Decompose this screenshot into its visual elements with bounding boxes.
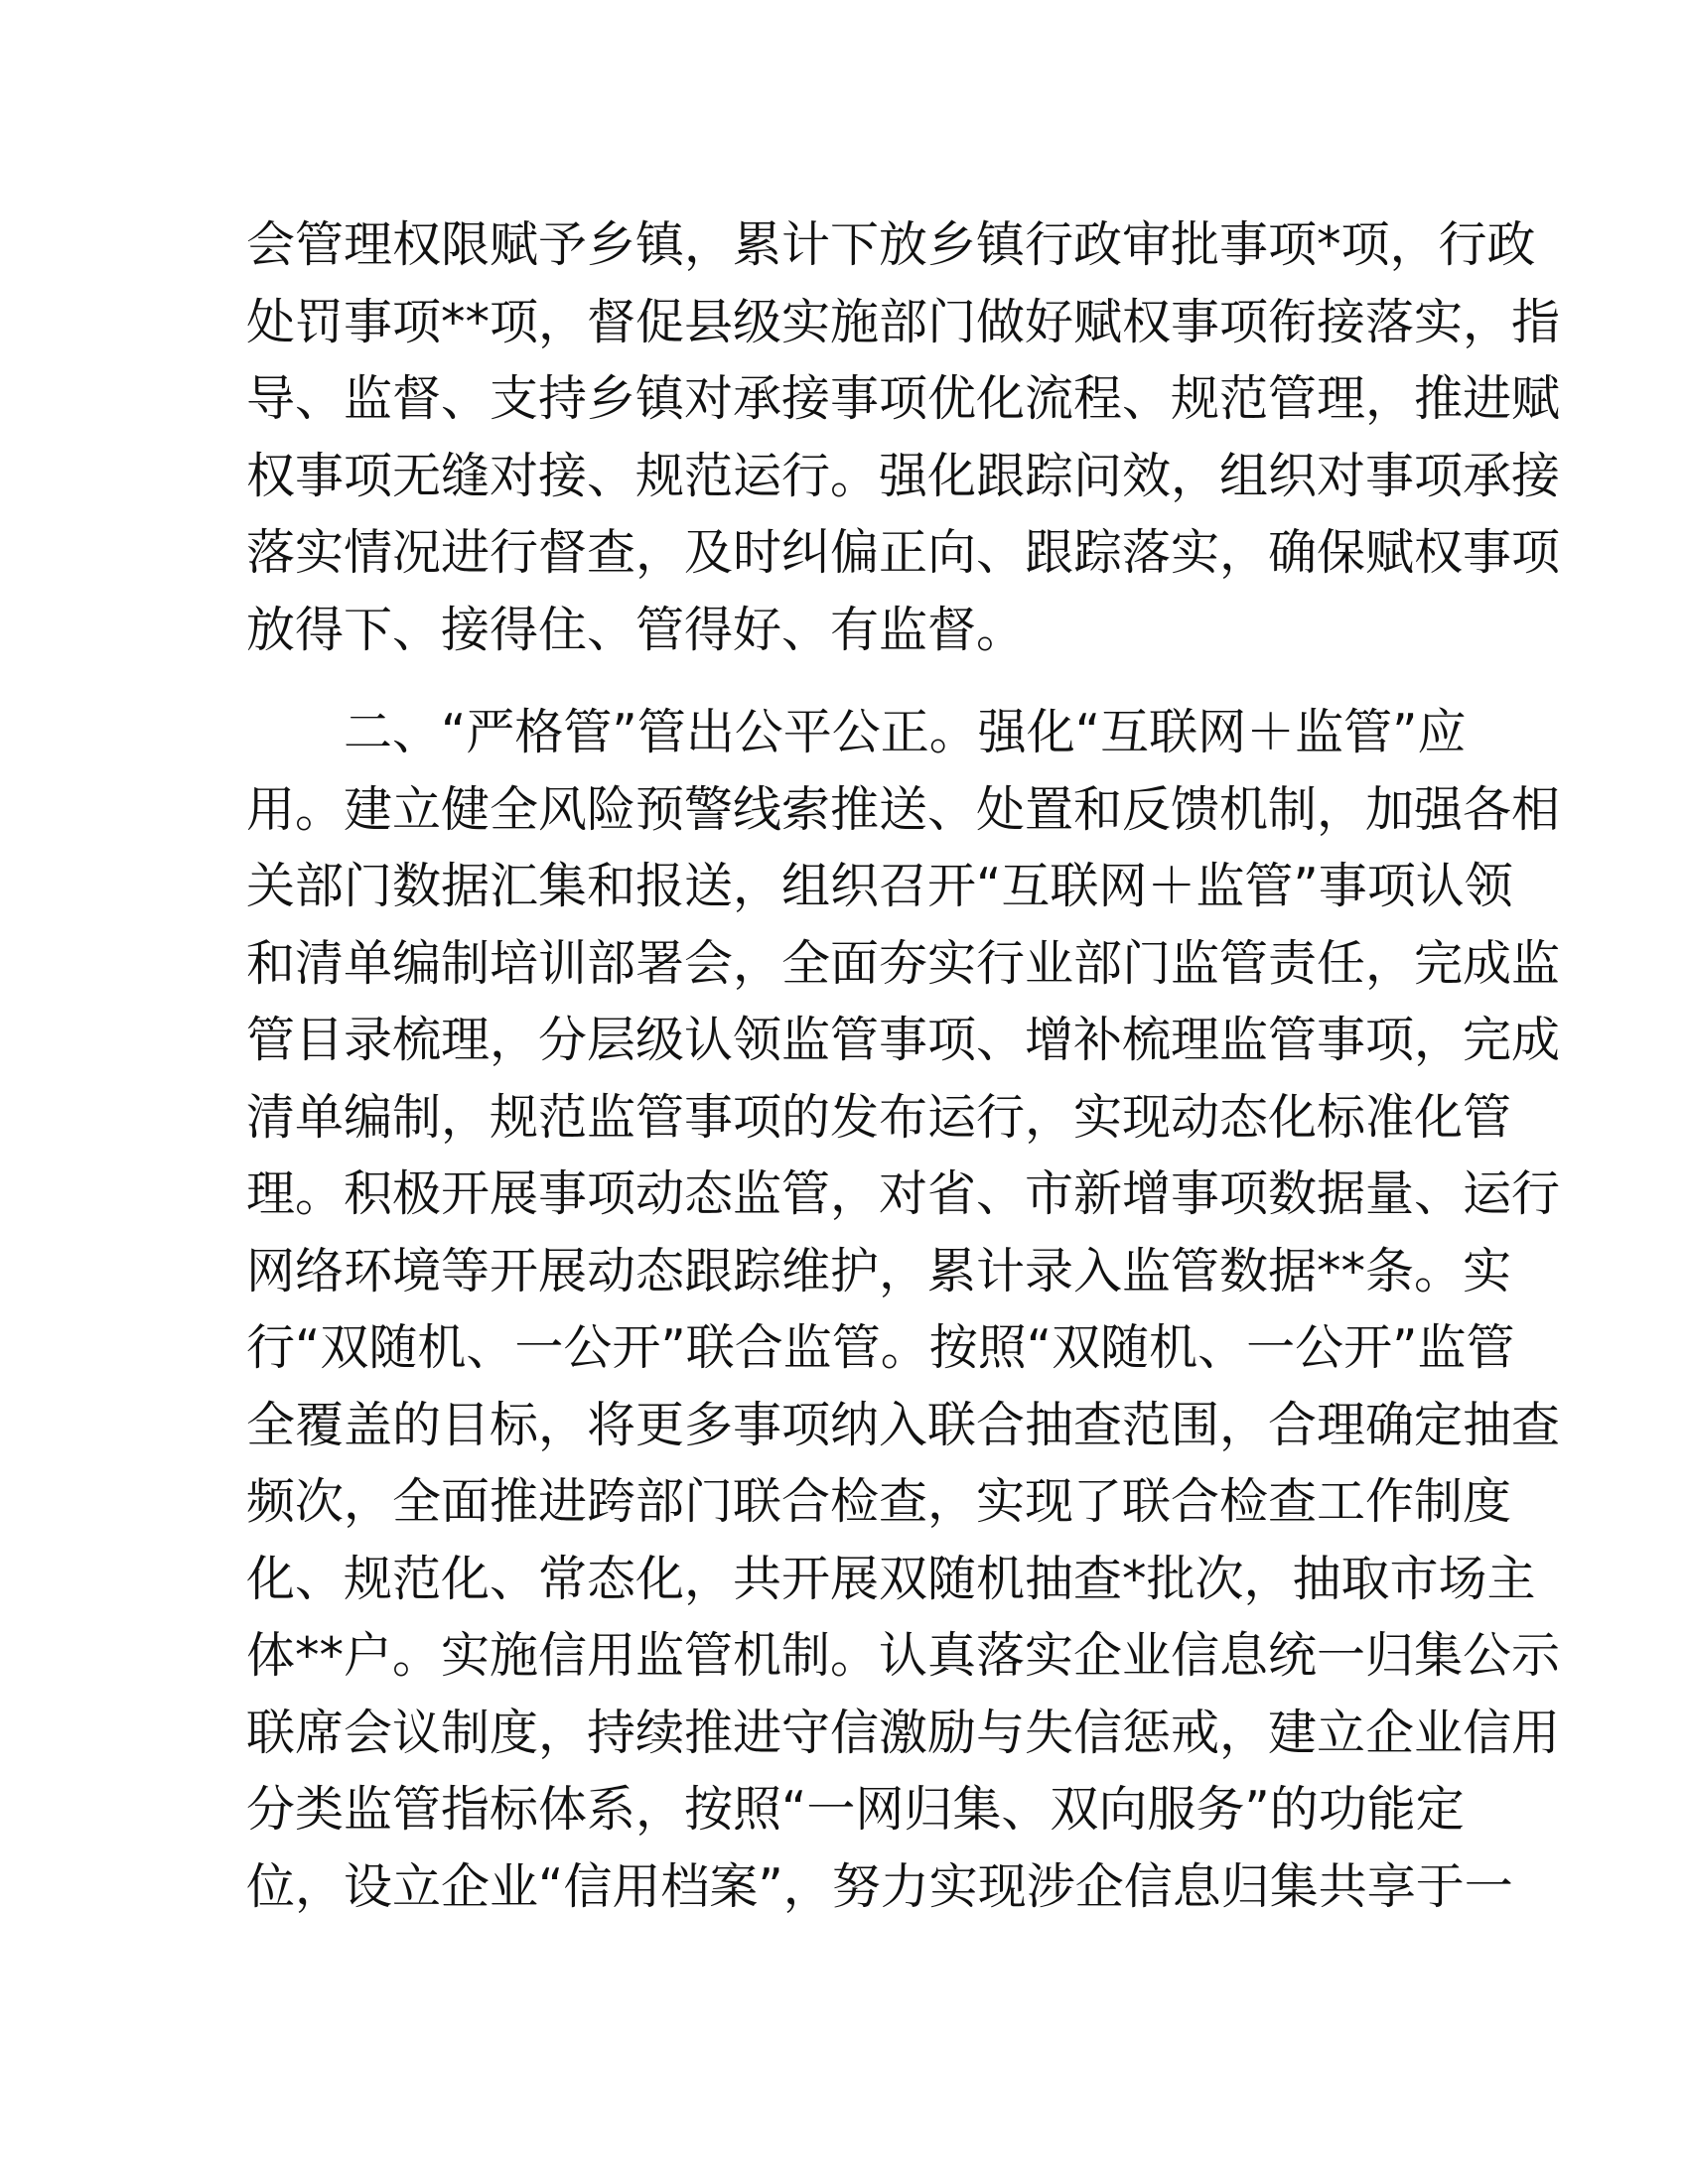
paragraph-line: 联席会议制度，持续推进守信激励与失信惩戒，建立企业信用 <box>246 1704 1561 1761</box>
paragraph-2 <box>246 694 1561 1925</box>
paragraph-line: 位，设立企业“信用档案”，努力实现涉企信息归集共享于一 <box>246 1857 1513 1915</box>
paragraph-line: 会管理权限赋予乡镇，累计下放乡镇行政审批事项*项，行政 <box>246 216 1536 273</box>
paragraph-line: 行“双随机、一公开”联合监管。按照“双随机、一公开”监管 <box>246 1319 1515 1376</box>
paragraph-line: 理。积极开展事项动态监管，对省、市新增事项数据量、运行 <box>246 1165 1561 1222</box>
paragraph-line: 落实情况进行督查，及时纠偏正向、跟踪落实，确保赋权事项 <box>246 524 1561 581</box>
paragraph-line: 管目录梳理，分层级认领监管事项、增补梳理监管事项，完成 <box>246 1012 1561 1068</box>
paragraph-line: 放得下、接得住、管得好、有监督。 <box>246 601 1026 658</box>
paragraph-line: 处罚事项**项，督促县级实施部门做好赋权事项衔接落实，指 <box>246 293 1561 350</box>
paragraph-1 <box>246 206 1561 668</box>
paragraph-line: 化、规范化、常态化，共开展双随机抽查*批次，抽取市场主 <box>246 1550 1536 1607</box>
paragraph-line: 清单编制，规范监管事项的发布运行，实现动态化标准化管 <box>246 1088 1512 1146</box>
paragraph-line: 网络环境等开展动态跟踪维护，累计录入监管数据**条。实 <box>246 1242 1512 1299</box>
paragraph-line: 导、监督、支持乡镇对承接事项优化流程、规范管理，推进赋 <box>246 370 1561 427</box>
paragraph-line: 体**户。实施信用监管机制。认真落实企业信息统一归集公示 <box>246 1627 1561 1684</box>
paragraph-line: 和清单编制培训部署会，全面夯实行业部门监管责任，完成监 <box>246 934 1561 992</box>
paragraph-line: 分类监管指标体系，按照“一网归集、双向服务”的功能定 <box>246 1781 1465 1838</box>
paragraph-line: 用。建立健全风险预警线索推送、处置和反馈机制，加强各相 <box>246 780 1561 838</box>
paragraph-line: 权事项无缝对接、规范运行。强化跟踪问效，组织对事项承接 <box>246 447 1561 504</box>
paragraph-line: 频次，全面推进跨部门联合检查，实现了联合检查工作制度 <box>246 1473 1512 1530</box>
paragraph-line: 关部门数据汇集和报送，组织召开“互联网＋监管”事项认领 <box>246 858 1513 914</box>
paragraph-line: 二、“严格管”管出公平公正。强化“互联网＋监管”应 <box>344 704 1467 760</box>
paragraph-line: 全覆盖的目标，将更多事项纳入联合抽查范围，合理确定抽查 <box>246 1396 1561 1453</box>
